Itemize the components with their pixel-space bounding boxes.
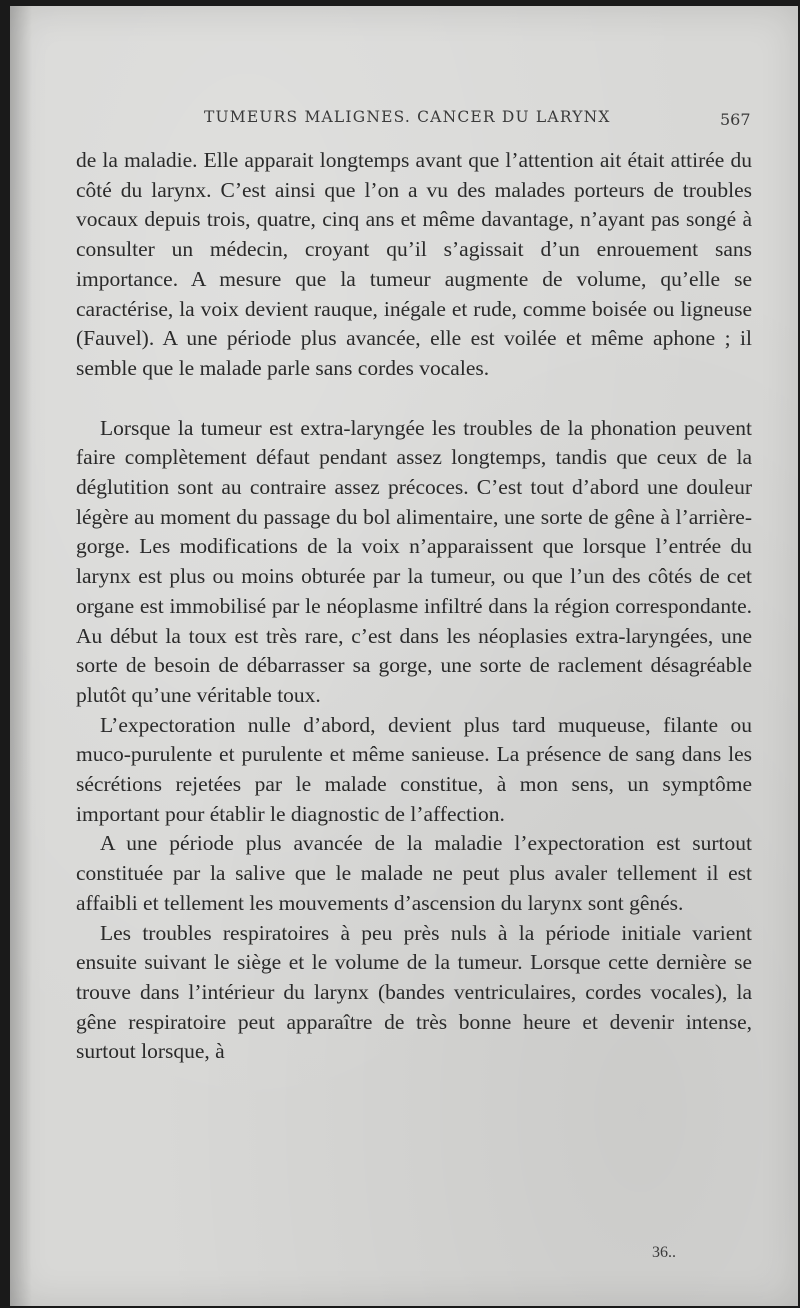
- paragraph-2: Lorsque la tumeur est extra-laryngée les troubles de la phonation peuvent faire complètement défaut pendant assez longtemps, tandis que ceux de la déglutition sont au contraire assez précoces. C’est tout d’abord une douleur légère au moment du passage du bol alimentaire, une sorte de gêne à l’arrière-gorge. Les modifications de la voix n’apparaissent que lorsque l’entrée du larynx est plus ou moins obturée par la tumeur, ou que l’un des côtés de cet organe est immobilisé par le néoplasme infiltré dans la région correspondante. Au début la toux est très rare, c’est dans les néoplasies extra-laryngées, une sorte de besoin de débarrasser sa gorge, une sorte de raclement désagréable plutôt qu’une véritable toux.: [76, 415, 752, 707]
- page-number: 567: [720, 110, 751, 129]
- paragraph-5: Les troubles respiratoires à peu près nuls à la période initiale varient ensuite suivant le siège et le volume de la tumeur. Lorsque cette dernière se trouve dans l’intérieur du larynx (bandes ventriculaires, cordes vocales), la gêne respiratoire peut apparaître de très bonne heure et devenir intense, surtout lorsque, à: [76, 920, 752, 1064]
- signature-mark: 36..: [652, 1244, 676, 1261]
- body-text: [76, 146, 752, 1067]
- book-page: [10, 6, 798, 1306]
- running-title: TUMEURS MALIGNES. CANCER DU LARYNX: [204, 108, 611, 126]
- paragraph-1: de la maladie. Elle apparait longtemps avant que l’attention ait était attirée du côté du larynx. C’est ainsi que l’on a vu des malades porteurs de troubles vocaux depuis trois, quatre, cinq ans et même davantage, n’ayant pas songé à consulter un médecin, croyant qu’il s’agissait d’un enrouement sans importance. A mesure que la tumeur augmente de volume, qu’elle se caractérise, la voix devient rauque, inégale et rude, comme boisée ou ligneuse (Fauvel). A une période plus avancée, elle est voilée et même aphone ; il semble que le malade parle sans cordes vocales.: [76, 148, 752, 380]
- gutter-shadow: [10, 6, 32, 1306]
- paragraph-4: A une période plus avancée de la maladie l’expectoration est surtout constituée par la salive que le malade ne peut plus avaler tellement il est affaibli et tellement les mouvements d’ascension du larynx sont gênés.: [76, 831, 752, 915]
- paragraph-3: L’expectoration nulle d’abord, devient plus tard muqueuse, filante ou muco-purulente et purulente et même sanieuse. La présence de sang dans les sécrétions rejetées par le malade constitue, à mon sens, un symptôme important pour établir le diagnostic de l’affection.: [76, 712, 752, 826]
- paragraph-gap: [76, 384, 752, 414]
